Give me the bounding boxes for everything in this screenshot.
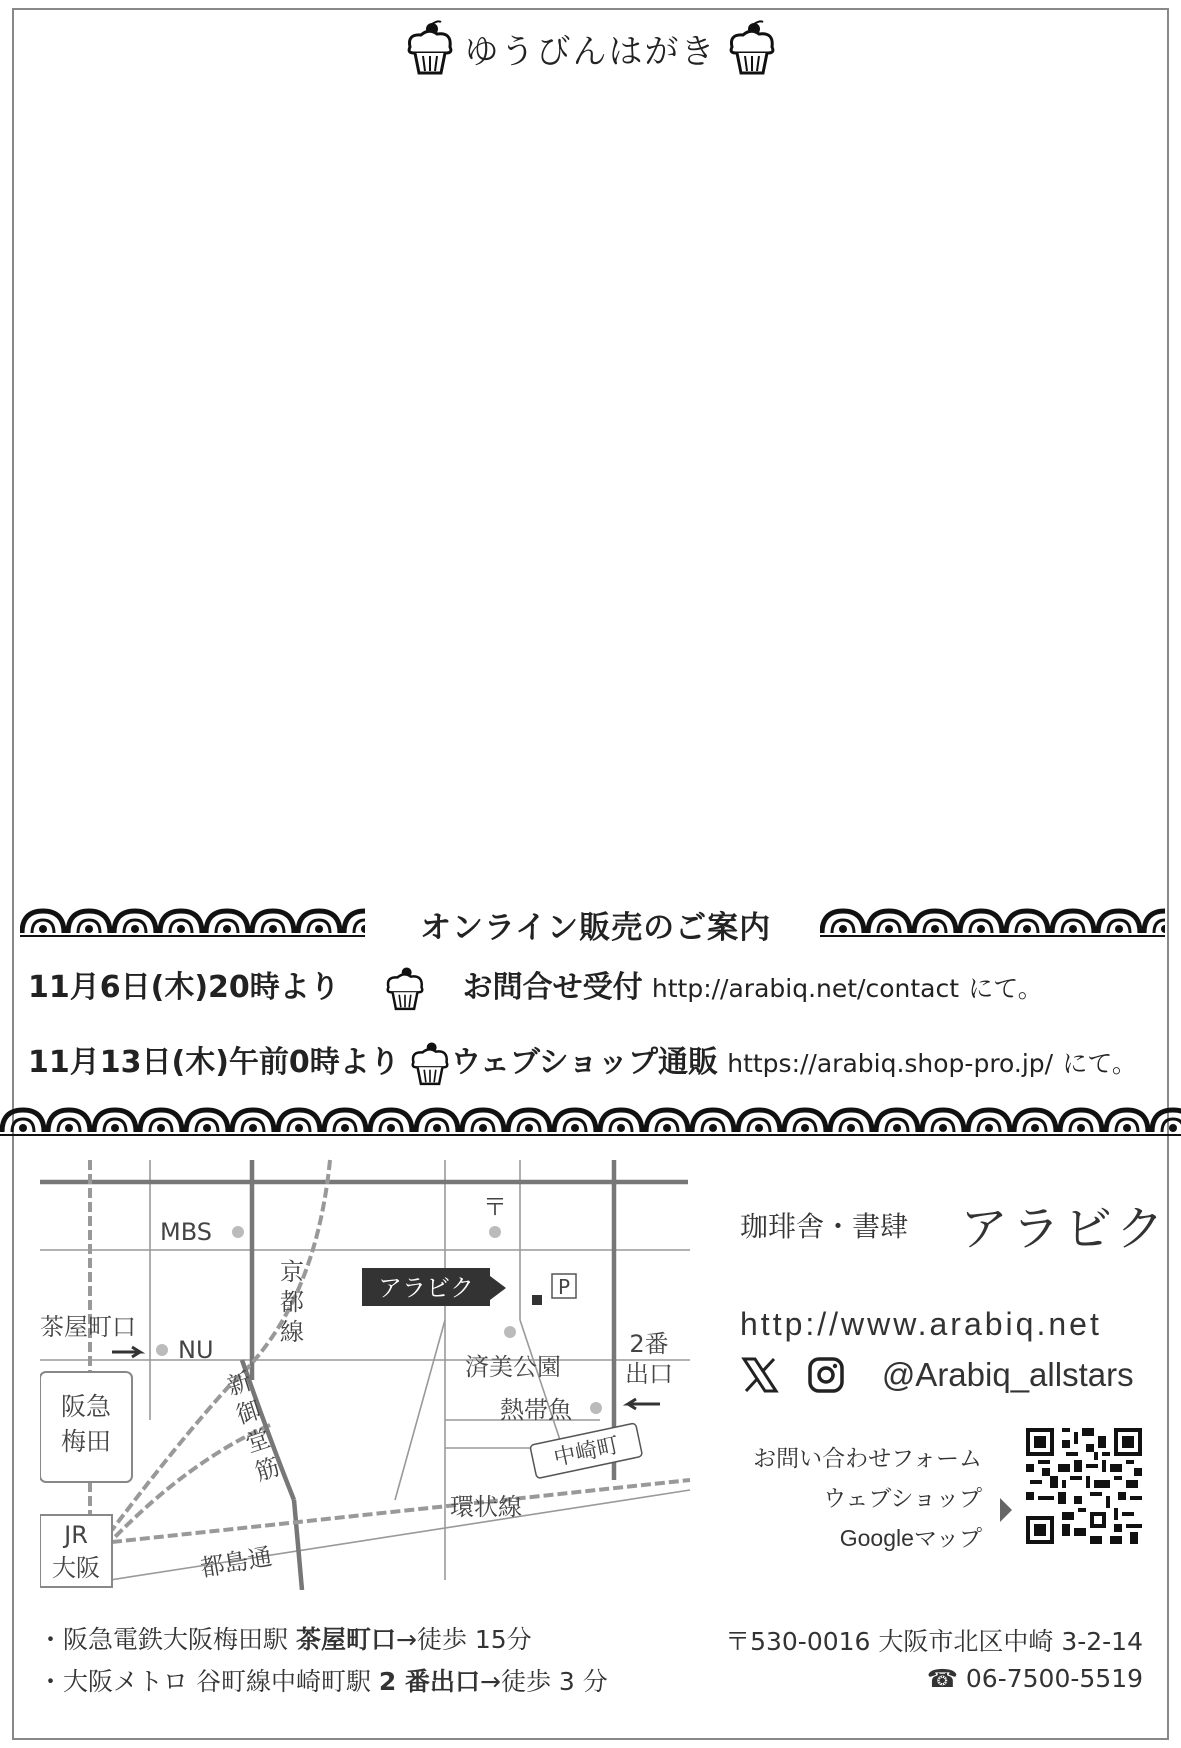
- map-label-hankyu-2: 梅田: [60, 1427, 112, 1456]
- link-list: [700, 1438, 982, 1558]
- map-label-kyoto-line-2: 都: [280, 1288, 304, 1316]
- postcard-header: [0, 20, 1181, 87]
- map-label-exit2-2: 出口: [625, 1360, 673, 1388]
- schedule-line-1: [28, 962, 1043, 1013]
- section-title: オンライン販売のご案内: [420, 910, 772, 946]
- schedule-suffix: にて。: [968, 974, 1043, 1003]
- phone-number: ☎ 06-7500-5519: [926, 1664, 1143, 1693]
- map-label-nakazakicho: 中崎町: [551, 1433, 622, 1472]
- schedule-label: ウェブショップ通販: [451, 1045, 719, 1080]
- cupcake-icon: [727, 20, 777, 87]
- link-google-map[interactable]: Googleマップ: [839, 1525, 982, 1551]
- schedule-date: 11月6日(木)20時より: [28, 970, 340, 1005]
- instagram-icon[interactable]: [807, 1356, 845, 1394]
- map-label-shinmidosuji-1: 新: [223, 1366, 256, 1402]
- schedule-line-2: [28, 1037, 1137, 1088]
- schedule-url[interactable]: http://arabiq.net/contact: [651, 974, 960, 1003]
- ornament-border-right: [820, 905, 1165, 939]
- map-label-mbs: MBS: [160, 1218, 212, 1246]
- map-label-miyakojima: 都島通: [198, 1542, 275, 1583]
- map-label-hankyu-1: 阪急: [60, 1392, 112, 1421]
- access-exit: 茶屋町口: [295, 1625, 396, 1654]
- access-line-1: [38, 1620, 532, 1656]
- shop-name: アラビク: [960, 1203, 1169, 1256]
- schedule-label: お問合せ受付: [462, 970, 643, 1005]
- ornament-border-left: [20, 905, 365, 939]
- map-label-fish: 熱帯魚: [500, 1396, 572, 1424]
- map-label-jr-1: JR: [64, 1521, 88, 1549]
- map-label-kyoto-line-1: 京: [280, 1258, 304, 1286]
- map-label-shinmidosuji-4: 筋: [251, 1452, 283, 1487]
- map-label-shop: アラビク: [378, 1274, 474, 1302]
- qr-code[interactable]: [1026, 1428, 1142, 1544]
- map-label-kyoto-line-3: 線: [280, 1318, 304, 1346]
- access-line-2: [38, 1662, 608, 1698]
- map-label-shinmidosuji-2: 御: [232, 1395, 265, 1430]
- map-label-jr-2: 大阪: [52, 1554, 100, 1582]
- link-contact-form[interactable]: お問い合わせフォーム: [753, 1445, 982, 1471]
- schedule-date: 11月13日(木)午前0時より: [28, 1045, 400, 1080]
- arrow-right-icon: [998, 1496, 1014, 1524]
- map-label-chayamachi: 茶屋町口: [40, 1313, 136, 1341]
- map-label-parking: P: [557, 1275, 571, 1299]
- access-prefix: ・大阪メトロ 谷町線中崎町駅: [38, 1667, 379, 1696]
- sns-handle[interactable]: @Arabiq_allstars: [881, 1356, 1134, 1393]
- sns-row: [740, 1355, 1134, 1395]
- ornament-border-full: [0, 1104, 1181, 1138]
- map-label-exit2-1: 2番: [629, 1330, 669, 1358]
- map-label-post: 〒: [483, 1193, 507, 1221]
- link-webshop[interactable]: ウェブショップ: [823, 1485, 982, 1511]
- cupcake-icon: [384, 965, 426, 1013]
- map-label-nu: NU: [178, 1336, 214, 1364]
- map-label-shinmidosuji-3: 堂: [242, 1424, 274, 1459]
- schedule-suffix: にて。: [1062, 1049, 1137, 1078]
- shop-category: 珈琲舎・書肆: [740, 1211, 909, 1242]
- access-suffix: →徒歩 3 分: [480, 1667, 608, 1696]
- access-exit: 2 番出口: [378, 1667, 481, 1696]
- postal-address: 〒530-0016 大阪市北区中崎 3-2-14: [725, 1627, 1143, 1656]
- x-logo-icon[interactable]: [740, 1355, 780, 1395]
- access-prefix: ・阪急電鉄大阪梅田駅: [38, 1625, 296, 1654]
- postcard-title: ゆうびんはがき: [464, 32, 717, 72]
- schedule-url[interactable]: https://arabiq.shop-pro.jp/: [727, 1049, 1054, 1078]
- shop-url[interactable]: http://www.arabiq.net: [740, 1306, 1102, 1342]
- map-label-loop-line: 環状線: [450, 1493, 522, 1521]
- map-label-park: 済美公園: [465, 1353, 561, 1381]
- access-suffix: →徒歩 15分: [395, 1625, 532, 1654]
- cupcake-icon: [405, 20, 455, 87]
- cupcake-icon: [409, 1040, 451, 1088]
- access-map: [40, 1150, 700, 1590]
